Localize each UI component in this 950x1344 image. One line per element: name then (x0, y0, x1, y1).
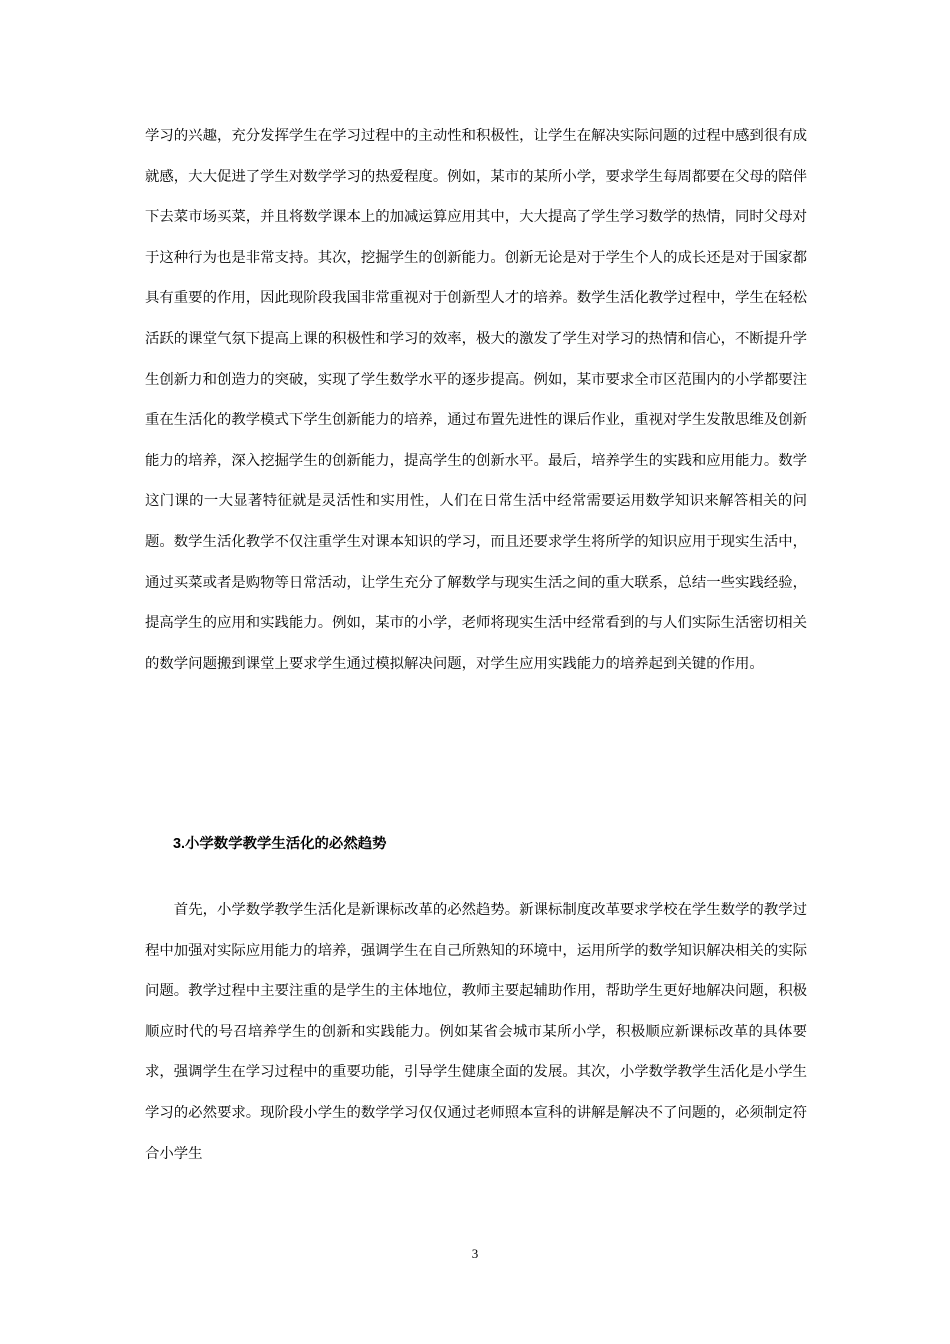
paragraph-2: 首先，小学数学教学生活化是新课标改革的必然趋势。新课标制度改革要求学校在学生数学的教学过程中加强对实际应用能力的培养，强调学生在自己所熟知的环境中，运用所学的数学知识解决相关的实际问题。教学过程中主要注重的是学生的主体地位，教师主要起辅助作用，帮助学生更好地解决问题，积极顺应时代的号召培养学生的创新和实践能力。例如某省会城市某所小学，积极顺应新课标改革的具体要求，强调学生在学习过程中的重要功能，引导学生健康全面的发展。其次，小学数学教学生活化是小学生学习的必然要求。现阶段小学生的数学学习仅仅通过老师照本宣科的讲解是解决不了问题的，必须制定符合小学生 (145, 902, 807, 1162)
section-heading-number: 3. (173, 836, 186, 852)
section-heading-text: 小学数学教学生活化的必然趋势 (185, 835, 387, 852)
body-text-block-2 (145, 890, 807, 1174)
body-text-block-1 (145, 116, 807, 684)
page-number: 3 (471, 1246, 479, 1261)
section-heading (173, 832, 387, 856)
paragraph-1: 学习的兴趣，充分发挥学生在学习过程中的主动性和积极性，让学生在解决实际问题的过程中感到很有成就感，大大促进了学生对数学学习的热爱程度。例如，某市的某所小学，要求学生每周都要在父母的陪伴下去菜市场买菜，并且将数学课本上的加减运算应用其中，大大提高了学生学习数学的热情，同时父母对于这种行为也是非常支持。其次，挖掘学生的创新能力。创新无论是对于学生个人的成长还是对于国家都具有重要的作用，因此现阶段我国非常重视对于创新型人才的培养。数学生活化教学过程中，学生在轻松活跃的课堂气氛下提高上课的积极性和学习的效率，极大的激发了学生对学习的热情和信心，不断提升学生创新力和创造力的突破，实现了学生数学水平的逐步提高。例如，某市要求全市区范围内的小学都要注重在生活化的教学模式下学生创新能力的培养，通过布置先进性的课后作业，重视对学生发散思维及创新能力的培养，深入挖掘学生的创新能力，提高学生的创新水平。最后，培养学生的实践和应用能力。数学这门课的一大显著特征就是灵活性和实用性，人们在日常生活中经常需要运用数学知识来解答相关的问题。数学生活化教学不仅注重学生对课本知识的学习，而且还要求学生将所学的知识应用于现实生活中，通过买菜或者是购物等日常活动，让学生充分了解数学与现实生活之间的重大联系，总结一些实践经验，提高学生的应用和实践能力。例如，某市的小学，老师将现实生活中经常看到的与人们实际生活密切相关的数学问题搬到课堂上要求学生通过模拟解决问题，对学生应用实践能力的培养起到关键的作用。 (145, 128, 807, 672)
